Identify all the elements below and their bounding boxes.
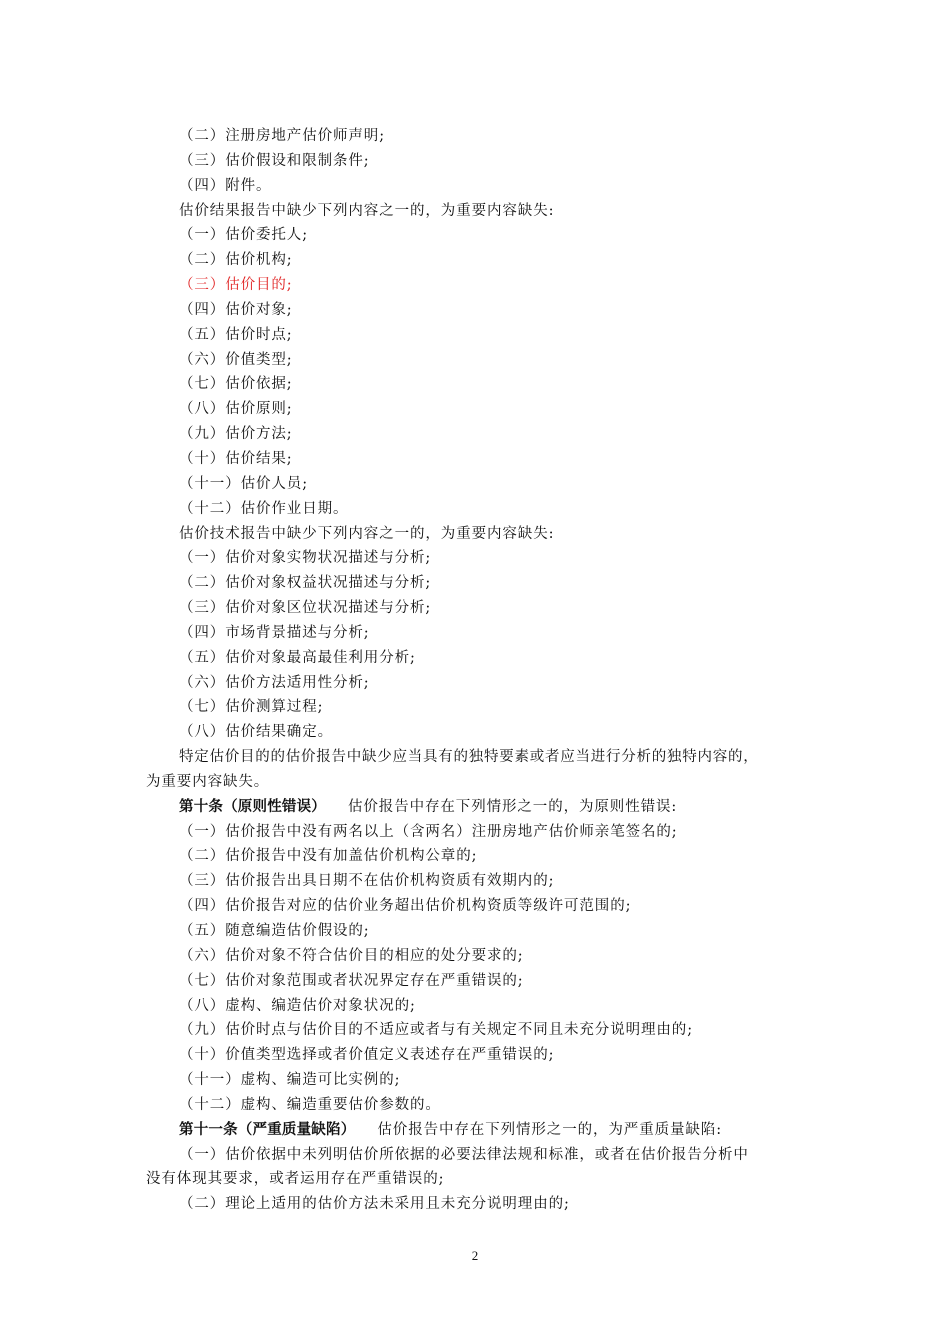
list-item: （二）估价报告中没有加盖估价机构公章的;	[179, 848, 478, 865]
list-item: （六）估价方法适用性分析;	[179, 674, 370, 691]
text-line: （二）注册房地产估价师声明;	[179, 128, 385, 144]
list-item: （十一）虚构、编造可比实例的;	[179, 1072, 401, 1089]
list-item: （五）估价时点;	[179, 326, 293, 343]
page-number: 2	[471, 1248, 479, 1263]
list-item: （五）随意编造估价假设的;	[179, 923, 370, 939]
list-item: （九）估价方法;	[179, 426, 293, 443]
list-item: （一）估价委托人;	[179, 227, 308, 244]
article-10-text: 估价报告中存在下列情形之一的，为原则性错误:	[348, 798, 678, 815]
list-item: （二）估价机构;	[179, 252, 293, 269]
list-item: （七）估价对象范围或者状况界定存在严重错误的;	[179, 972, 524, 989]
list-item-continued: 没有体现其要求，或者运用存在严重错误的;	[146, 1171, 445, 1188]
list-item: （三）估价报告出具日期不在估价机构资质有效期内的;	[179, 873, 555, 890]
list-item: （八）虚构、编造估价对象状况的;	[179, 997, 416, 1014]
list-item: （五）估价对象最高最佳利用分析;	[179, 649, 416, 666]
paragraph-line: 特定估价目的的估价报告中缺少应当具有的独特要素或者应当进行分析的独特内容的，	[179, 749, 759, 766]
paragraph-line: 估价技术报告中缺少下列内容之一的，为重要内容缺失:	[179, 525, 555, 542]
list-item: （十二）虚构、编造重要估价参数的。	[179, 1096, 441, 1113]
list-item: （四）市场背景描述与分析;	[179, 624, 370, 641]
list-item: （九）估价时点与估价目的不适应或者与有关规定不同且未充分说明理由的;	[179, 1022, 693, 1039]
list-item: （十一）估价人员;	[179, 475, 308, 492]
article-10-heading: 第十条（原则性错误）	[179, 797, 326, 815]
list-item: （十）价值类型选择或者价值定义表述存在严重错误的;	[179, 1047, 555, 1064]
list-item: （七）估价依据;	[179, 376, 293, 393]
list-item: （一）估价对象实物状况描述与分析;	[179, 550, 432, 567]
list-item: （二）理论上适用的估价方法未采用且未充分说明理由的;	[179, 1196, 570, 1213]
list-item: （四）估价对象;	[179, 301, 293, 318]
list-item: （六）估价对象不符合估价目的相应的处分要求的;	[179, 947, 524, 964]
paragraph-line: 估价结果报告中缺少下列内容之一的，为重要内容缺失:	[179, 202, 555, 219]
list-item: （十二）估价作业日期。	[179, 500, 349, 517]
article-10-line	[146, 795, 822, 820]
list-item: （二）估价对象权益状况描述与分析;	[179, 575, 432, 592]
text-line: （四）附件。	[179, 177, 272, 194]
list-item: （八）估价原则;	[179, 401, 293, 418]
list-item: （十）估价结果;	[179, 450, 293, 467]
list-item: （七）估价测算过程;	[179, 699, 324, 716]
list-item: （一）估价报告中没有两名以上（含两名）注册房地产估价师亲笔签名的;	[179, 823, 678, 840]
article-11-line	[146, 1118, 822, 1143]
text-line: （三）估价假设和限制条件;	[179, 152, 370, 169]
document-body	[146, 124, 822, 1217]
article-11-heading: 第十一条（严重质量缺陷）	[179, 1120, 356, 1138]
paragraph-line-continued: 为重要内容缺失。	[146, 773, 270, 790]
list-item-highlighted: （三）估价目的;	[179, 277, 293, 294]
list-item: （三）估价对象区位状况描述与分析;	[179, 600, 432, 617]
list-item: （一）估价依据中未列明估价所依据的必要法律法规和标准，或者在估价报告分析中	[179, 1146, 749, 1163]
article-11-text: 估价报告中存在下列情形之一的，为严重质量缺陷:	[377, 1121, 722, 1138]
list-item: （四）估价报告对应的估价业务超出估价机构资质等级许可范围的;	[179, 898, 632, 915]
list-item: （六）价值类型;	[179, 351, 293, 368]
list-item: （八）估价结果确定。	[179, 724, 333, 741]
